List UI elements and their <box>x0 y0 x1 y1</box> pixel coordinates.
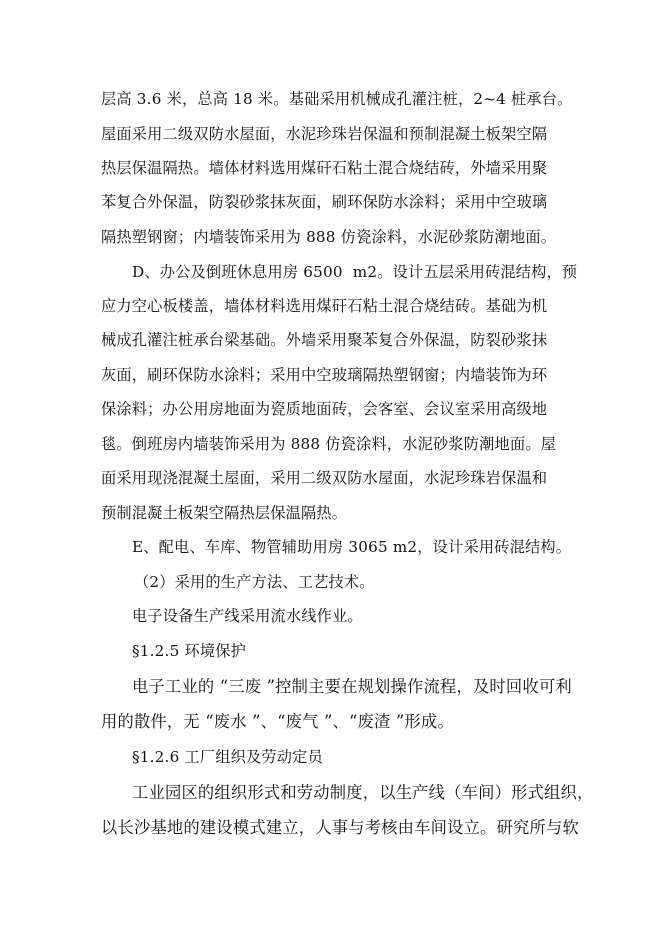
text-line: 用的散件，无 “废水 ”、“废气 ”、“废渣 ”形成。 <box>101 712 454 731</box>
text-line: 苯复合外保温，防裂砂浆抹灰面，刷环保防水涂料；采用中空玻璃 <box>101 193 548 211</box>
text-line: 屋面采用二级双防水屋面，水泥珍珠岩保温和预制混凝土板架空隔 <box>101 125 548 143</box>
text-line: 以长沙基地的建设模式建立，人事与考核由车间设立。研究所与软 <box>101 818 579 837</box>
text-line: 工业园区的组织形式和劳动制度，以生产线（车间）形式组织， <box>132 783 594 802</box>
text-line: （2）采用的生产方法、工艺技术。 <box>134 573 375 591</box>
text-line: 电子工业的 “三废 ”控制主要在规划操作流程，及时回收可利 <box>132 677 572 696</box>
section-heading: §1.2.5 环境保护 <box>132 642 247 660</box>
text-line: 热层保温隔热。墙体材料选用煤矸石粘土混合烧结砖，外墙采用聚 <box>101 159 548 177</box>
section-heading: §1.2.6 工厂组织及劳动定员 <box>132 748 323 766</box>
text-line: 械成孔灌注桩承台梁基础。外墙采用聚苯复合外保温，防裂砂浆抹 <box>101 331 548 349</box>
text-line: 毯。倒班房内墙装饰采用为 888 仿瓷涂料，水泥砂浆防潮地面。屋 <box>101 435 557 453</box>
text-line: D、办公及倒班休息用房 6500 m2。设计五层采用砖混结构，预 <box>132 263 578 281</box>
text-line: 应力空心板楼盖，墙体材料选用煤矸石粘土混合烧结砖。基础为机 <box>101 297 548 315</box>
text-line: E、配电、车库、物管辅助用房 3065 m2，设计采用砖混结构。 <box>132 538 572 556</box>
text-line: 隔热塑钢窗；内墙装饰采用为 888 仿瓷涂料，水泥砂浆防潮地面。 <box>101 228 557 246</box>
text-line: 电子设备生产线采用流水线作业。 <box>132 607 363 625</box>
text-line: 层高 3.6 米，总高 18 米。基础采用机械成孔灌注桩，2~4 桩承台。 <box>101 90 573 108</box>
text-line: 灰面，刷环保防水涂料；采用中空玻璃隔热塑钢窗；内墙装饰为环 <box>101 366 548 384</box>
text-line: 保涂料；办公用房地面为瓷质地面砖，会客室、会议室采用高级地 <box>101 400 548 418</box>
text-line: 面采用现浇混凝土屋面，采用二级双防水屋面，水泥珍珠岩保温和 <box>101 469 548 487</box>
text-line: 预制混凝土板架空隔热层保温隔热。 <box>101 504 348 522</box>
